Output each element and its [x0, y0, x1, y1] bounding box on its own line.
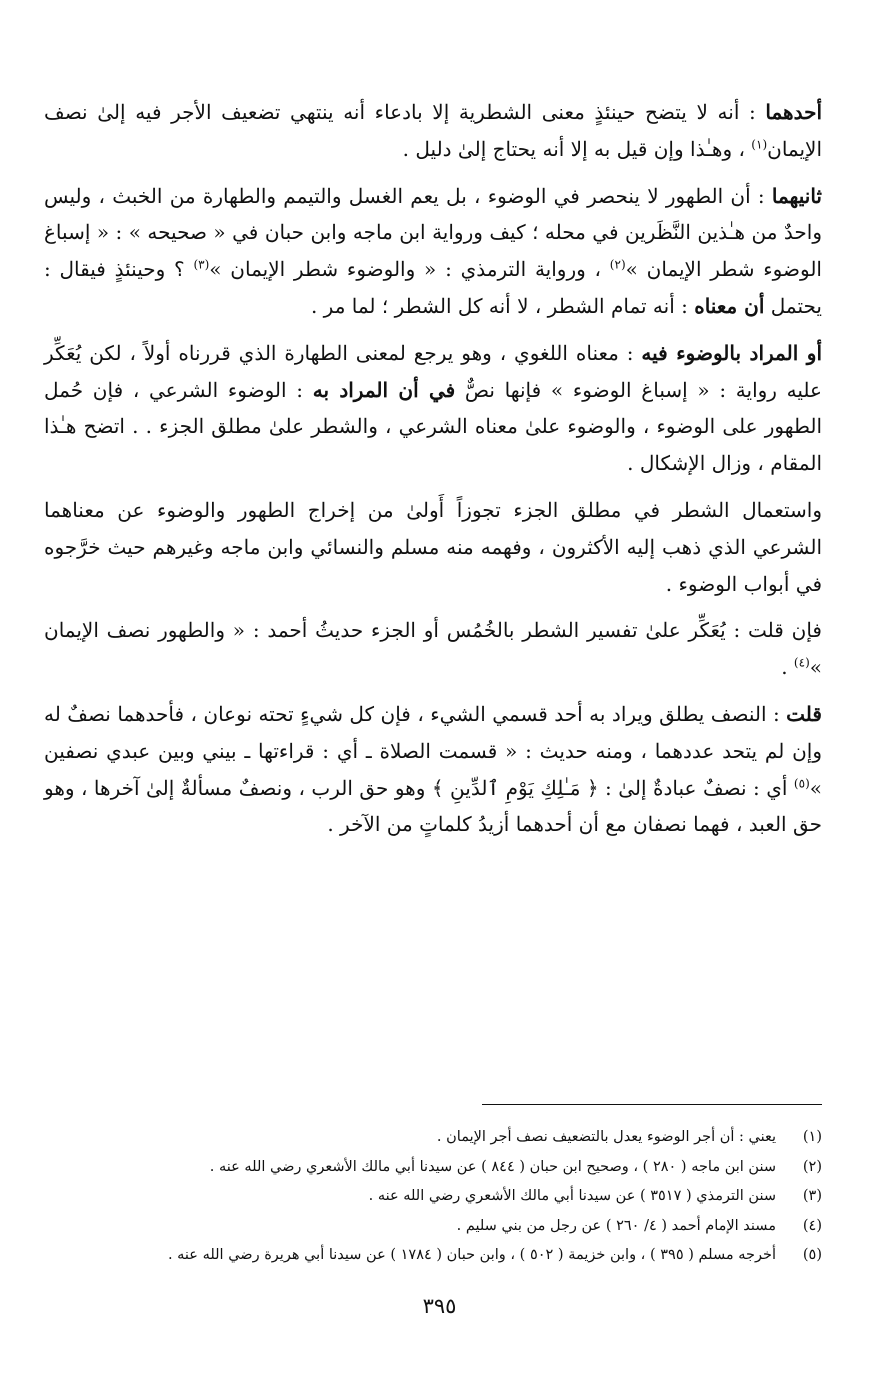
footnote-text: مسند الإمام أحمد ( ٤/ ٢٦٠ ) عن رجل من بني سليم . [456, 1217, 776, 1234]
footnotes [44, 1123, 822, 1271]
paragraph-5 [44, 612, 822, 686]
footnote-ref: (٥) [793, 775, 810, 790]
paragraph-text: فإن قلت : يُعَكِّر علىٰ تفسير الشطر بالخُمُس أو الجزء حديثُ أحمد : « والطهور نصف الإيمان » [44, 618, 822, 680]
footnote-1 [44, 1123, 822, 1153]
bold-term: أن معناه [694, 293, 765, 318]
footnote-text: سنن الترمذي ( ٣٥١٧ ) عن سيدنا أبي مالك الأشعري رضي الله عنه . [368, 1188, 776, 1204]
footnote-2 [44, 1153, 822, 1183]
footnote-number: (٥) [802, 1247, 822, 1263]
footnote-number: (٤) [802, 1217, 822, 1234]
bold-term: ثانيهما [771, 183, 822, 208]
page-number: ٣٩٥ [422, 1294, 457, 1318]
bold-term: قلت [786, 701, 822, 726]
footnote-divider [482, 1104, 822, 1105]
footnote-number: (٣) [802, 1188, 822, 1204]
paragraph-text: : الوضوء الشرعي ، فإن حُمل الطهور على الوضوء ، والوضوء علىٰ معناه الشرعي ، والشطر علىٰ مطلق الجزء . . اتضح هـٰذا المقام ، وزال الإشكال . [44, 377, 822, 476]
paragraph-text: ؟ وحينئذٍ فيقال : يحتمل [44, 257, 822, 318]
footnote-ref: (٤) [793, 655, 810, 670]
footnote-4 [44, 1212, 822, 1242]
paragraph-text: أي : نصفٌ عبادةٌ إلىٰ : ﴿ مَـٰلِكِ يَوْمِ ٱلدِّينِ ﴾ وهو حق الرب ، ونصفٌ مسألةٌ إلىٰ آخرها ، وهو حق العبد ، فهما نصفان مع أن أحدهما أزيدُ كلماتٍ من الآخر . [44, 775, 822, 837]
paragraph-6 [44, 696, 822, 843]
paragraph-text: : أنه لا يتضح حينئذٍ معنى الشطرية إلا بادعاء أنه ينتهي تضعيف الأجر فيه إلىٰ نصف الإيمان [44, 100, 822, 161]
footnote-number: (٢) [802, 1158, 822, 1175]
paragraph-4 [44, 492, 822, 602]
paragraph-1 [44, 94, 822, 168]
paragraph-3 [44, 335, 822, 482]
footnote-number: (١) [802, 1129, 822, 1145]
footnote-ref: (٢) [609, 257, 626, 272]
footnote-3 [44, 1182, 822, 1212]
paragraph-text: : النصف يطلق ويراد به أحد قسمي الشيء ، فإن كل شيءٍ تحته نوعان ، فأحدهما نصفٌ له وإن لم يتحد عددهما ، ومنه حديث : « قسمت الصلاة ـ أي : قراءتها ـ بيني وبين عبدي نصفين » [44, 701, 822, 800]
paragraph-text: : أنه تمام الشطر ، لا أنه كل الشطر ؛ لما مر . [310, 293, 695, 318]
paragraph-text: ، ورواية الترمذي : « والوضوء شطر الإيمان » [209, 257, 610, 282]
bold-term: أو المراد بالوضوء فيه [641, 340, 823, 365]
footnote-5 [44, 1241, 822, 1271]
bold-term: في أن المراد به [312, 377, 456, 402]
bold-term: أحدهما [765, 100, 822, 124]
footnote-text: أخرجه مسلم ( ٣٩٥ ) ، وابن خزيمة ( ٥٠٢ ) ، وابن حبان ( ١٧٨٤ ) عن سيدنا أبي هريرة رضي الله عنه . [167, 1247, 776, 1263]
footnote-text: يعني : أن أجر الوضوء يعدل بالتضعيف نصف أجر الإيمان . [436, 1129, 776, 1145]
paragraph-text: ، وهـٰذا وإن قيل به إلا أنه يحتاج إلىٰ دليل . [402, 136, 752, 161]
paragraph-text: : أن الطهور لا ينحصر في الوضوء ، بل يعم الغسل والتيمم والطهارة من الخبث ، وليس واحدٌ من هـٰذين النَّظَرين في محله ؛ كيف ورواية ابن ماجه وابن حبان في « صحيحه » : « إسباغ الوضوء شطر الإيمان » [44, 183, 823, 282]
paragraph-2 [44, 178, 822, 325]
footnote-text: سنن ابن ماجه ( ٢٨٠ ) ، وصحيح ابن حبان ( ٨٤٤ ) عن سيدنا أبي مالك الأشعري رضي الله عنه . [209, 1158, 776, 1175]
footnote-ref: (١) [751, 137, 768, 152]
paragraph-text: واستعمال الشطر في مطلق الجزء تجوزاً أَولىٰ من إخراج الطهور والوضوء عن معناهما الشرعي الذي ذهب إليه الأكثرون ، وفهمه منه مسلم والنسائي وابن ماجه وغيرهم حيث خرَّجوه في أبواب الوضوء . [44, 497, 822, 596]
main-text [44, 94, 822, 853]
footnote-ref: (٣) [193, 257, 210, 272]
paragraph-text: . [781, 655, 794, 680]
paragraph-text: : معناه اللغوي ، وهو يرجع لمعنى الطهارة الذي قررناه أولاً ، لكن يُعَكِّر عليه رواية : « إسباغ الوضوء » فإنها نصٌّ [44, 340, 822, 402]
